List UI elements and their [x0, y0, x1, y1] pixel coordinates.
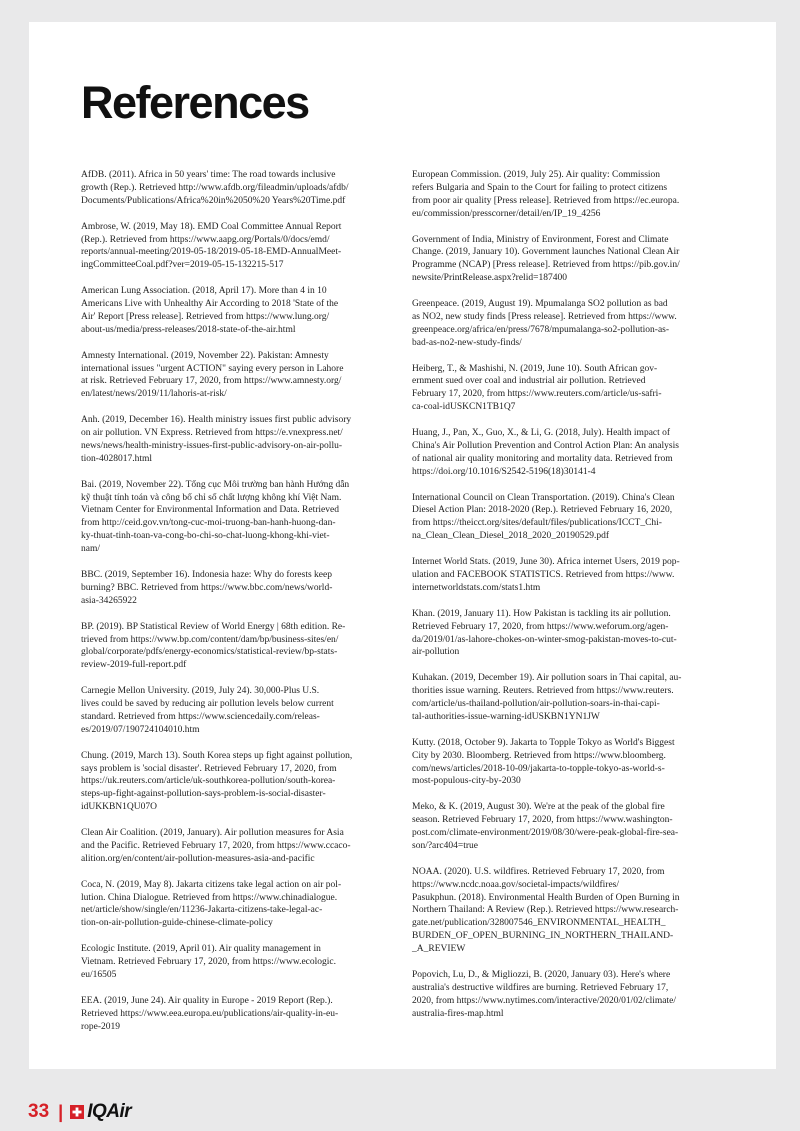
reference-entry: BP. (2019). BP Statistical Review of World Energy | 68th edition. Re- trieved from https://www.bp.com/content/dam/bp/business-sites/en/ global/corporate/pdfs/energy-economics/statistical-review/bp-stats- review-2019-full-report.pdf — [81, 621, 346, 671]
references-left-column — [81, 169, 389, 1046]
footer-separator: | — [58, 1101, 64, 1122]
reference-entry: Huang, J., Pan, X., Guo, X., & Li, G. (2018, July). Health impact of China's Air Pollution Prevention and Control Action Plan: An analysis of national air quality monitoring and mortality data. Retrieved from https://doi.org/10.1016/S2542-5196(18)30141-4 — [412, 428, 679, 477]
reference-entry: Coca, N. (2019, May 8). Jakarta citizens take legal action on air pol- lution. China Dialogue. Retrieved from https://www.chinadialogue. net/article/show/single/en/11236-Jakarta-citizens-take-legal-ac- tion-on-air-pollution-guide-chinese-climate-policy — [81, 879, 342, 929]
reference-entry: Amnesty International. (2019, November 22). Pakistan: Amnesty international issues "urgent ACTION" saying every person in Lahore at risk. Retrieved February 17, 2020, from https://www.amnesty.org/ en/latest/news/2019/11/lahoris-at-risk/ — [81, 350, 344, 400]
reference-entry: Kuhakan. (2019, December 19). Air pollution soars in Thai capital, au- thorities issue warning. Reuters. Retrieved from https://www.reuters. com/article/us-thailand-pollution/air-pollution-soars-in-thai-capi- tal-authorities-issue-warning-idUSKBN1YN1JW — [412, 673, 682, 722]
reference-entry: European Commission. (2019, July 25). Air quality: Commission refers Bulgaria and Spain to the Court for failing to protect citizens from poor air quality [Press release]. Retrieved from https://ec.europa. eu/commission/presscorner/detail/en/IP_19_4256 — [412, 170, 680, 219]
reference-entry: BBC. (2019, September 16). Indonesia haze: Why do forests keep burning? BBC. Retrieved from https://www.bbc.com/news/world- asia-34265922 — [81, 570, 333, 606]
brand-logo: IQAir — [87, 1101, 132, 1122]
reference-entry: Ecologic Institute. (2019, April 01). Air quality management in Vietnam. Retrieved February 17, 2020, from https://www.ecologic. eu/16505 — [81, 944, 336, 980]
reference-entry: Internet World Stats. (2019, June 30). Africa internet Users, 2019 pop- ulation and FACEBOOK STATISTICS. Retrieved from https://www. internetworldstats.com/stats1.htm — [412, 557, 680, 593]
reference-entry: Carnegie Mellon University. (2019, July 24). 30,000-Plus U.S. lives could be saved by reducing air pollution levels below current standard. Retrieved from https://www.sciencedaily.com/releas- es/2019/07/190724104010.htm — [81, 686, 334, 735]
reference-entry: EEA. (2019, June 24). Air quality in Europe - 2019 Report (Rep.). Retrieved https://www.eea.europa.eu/publications/air-quality-in-eu- rope-2019 — [81, 995, 339, 1032]
reference-entry: Kutty. (2018, October 9). Jakarta to Topple Tokyo as World's Biggest City by 2030. Bloomberg. Retrieved from https://www.bloomberg. com/news/articles/2018-10-09/jakarta-to-topple-tokyo-as-world-s- most-populous-city-by-2030 — [412, 737, 675, 787]
reference-entry: Popovich, Lu, D., & Migliozzi, B. (2020, January 03). Here's where australia's destructive wildfires are burning. Retrieved February 17, 2020, from https://www.nytimes.com/interactive/2020/01/02/climate/ australia-fires-map.html — [412, 970, 677, 1019]
swiss-cross-icon — [70, 1105, 84, 1119]
reference-entry: Greenpeace. (2019, August 19). Mpumalanga SO2 pollution as bad as NO2, new study finds [Press release]. Retrieved from https://www. greenpeace.org/africa/en/press/7678/mpumalanga-so2-pollution-as- bad-as-no2-new-study-finds/ — [412, 299, 677, 348]
page-title: References — [81, 77, 309, 128]
reference-entry: Heiberg, T., & Mashishi, N. (2019, June 10). South African gov- ernment sued over coal and industrial air pollution. Retrieved February 17, 2020, from https://www.reuters.com/article/us-safri- ca-coal-idUSKCN1TB1Q7 — [412, 363, 662, 413]
reference-entry: Khan. (2019, January 11). How Pakistan is tackling its air pollution. Retrieved February 17, 2020, from https://www.weforum.org/agen- da/2019/01/as-lahore-chokes-on-winter-smog-pakistan-moves-to-cut- air-pollution — [412, 608, 677, 658]
reference-entry: Anh. (2019, December 16). Health ministry issues first public advisory on air pollution. VN Express. Retrieved from https://e.vnexpress.net/ news/news/health-ministry-issues-first-public-advisory-on-air-pollu- tion-4028017.html — [81, 415, 352, 464]
reference-entry: Ambrose, W. (2019, May 18). EMD Coal Committee Annual Report (Rep.). Retrieved from https://www.aapg.org/Portals/0/docs/emd/ reports/annual-meeting/2019-05-18/2019-05-18-EMD-AnnualMeet- ingCommitteeCoal.pdf?ver=2019-05-15-132215-517 — [81, 221, 342, 271]
reference-entry: International Council on Clean Transportation. (2019). China's Clean Diesel Action Plan: 2018-2020 (Rep.). Retrieved February 16, 2020, from https://theicct.org/sites/default/files/publications/ICCT_Chi- na_Clean_Clean_Diesel_2018_2020_20190529.pdf — [412, 492, 675, 542]
reference-entry: Bai. (2019, November 22). Tổng cục Môi trường ban hành Hướng dẫn kỹ thuật tính toán và công bố chỉ số chất lượng không khí Việt Nam. Vietnam Center for Environmental Information and Data. Retrieved from http://ceid.gov.vn/tong-cuc-moi-truong-ban-hanh-huong-dan- ky-thuat-tinh-toan-va-cong-bo-chi-so-chat-luong-khong-khi-viet- nam/ — [81, 479, 350, 555]
reference-entry: Chung. (2019, March 13). South Korea steps up fight against pollution, says problem is 'social disaster'. Retrieved February 17, 2020, from https://uk.reuters.com/article/uk-southkorea-pollution/south-korea- steps-up-fight-against-pollution-says-problem-is-social-disaster- idUKKBN1QU07O — [81, 750, 353, 813]
references-right-column — [412, 169, 720, 1034]
reference-entry: Clean Air Coalition. (2019, January). Air pollution measures for Asia and the Pacific. Retrieved February 17, 2020, from https://www.ccaco- alition.org/en/content/air-pollution-measures-asia-and-pacific — [81, 828, 351, 864]
reference-entry: AfDB. (2011). Africa in 50 years' time: The road towards inclusive growth (Rep.). Retrieved http://www.afdb.org/fileadmin/uploads/afdb/ Documents/Publications/Africa%20in%2050%20 Years%20Time.pdf — [81, 170, 349, 206]
page-number: 33 — [28, 1101, 50, 1122]
reference-entry: Meko, & K. (2019, August 30). We're at the peak of the global fire season. Retrieved February 17, 2020, from https://www.washington- post.com/climate-environment/2019/08/30/were-peak-global-fire-sea- son/?arc404=true — [412, 802, 679, 851]
reference-entry: NOAA. (2020). U.S. wildfires. Retrieved February 17, 2020, from https://www.ncdc.noaa.gov/societal-impacts/wildfires/ Pasukphun. (2018). Environmental Health Burden of Open Burning in Northern Thailand: A Review (Rep.). Retrieved https://www.research- gate.net/publication/328007546_ENVIRONMENTAL_HEALTH_ BURDEN_OF_OPEN_BURNING_IN_NORTHERN_THAILAND- _A_REVIEW — [412, 866, 680, 955]
page-footer — [28, 1100, 131, 1124]
reference-entry: Government of India, Ministry of Environment, Forest and Climate Change. (2019, January 10). Government launches National Clean Air Programme (NCAP) [Press release]. Retrieved from https://pib.gov.in/ newsite/PrintRelease.aspx?relid=187400 — [412, 234, 680, 284]
reference-entry: American Lung Association. (2018, April 17). More than 4 in 10 Americans Live with Unhealthy Air According to 2018 'State of the Air' Report [Press release]. Retrieved from https://www.lung.org/ about-us/media/press-releases/2018-state-of-the-air.html — [81, 286, 339, 335]
